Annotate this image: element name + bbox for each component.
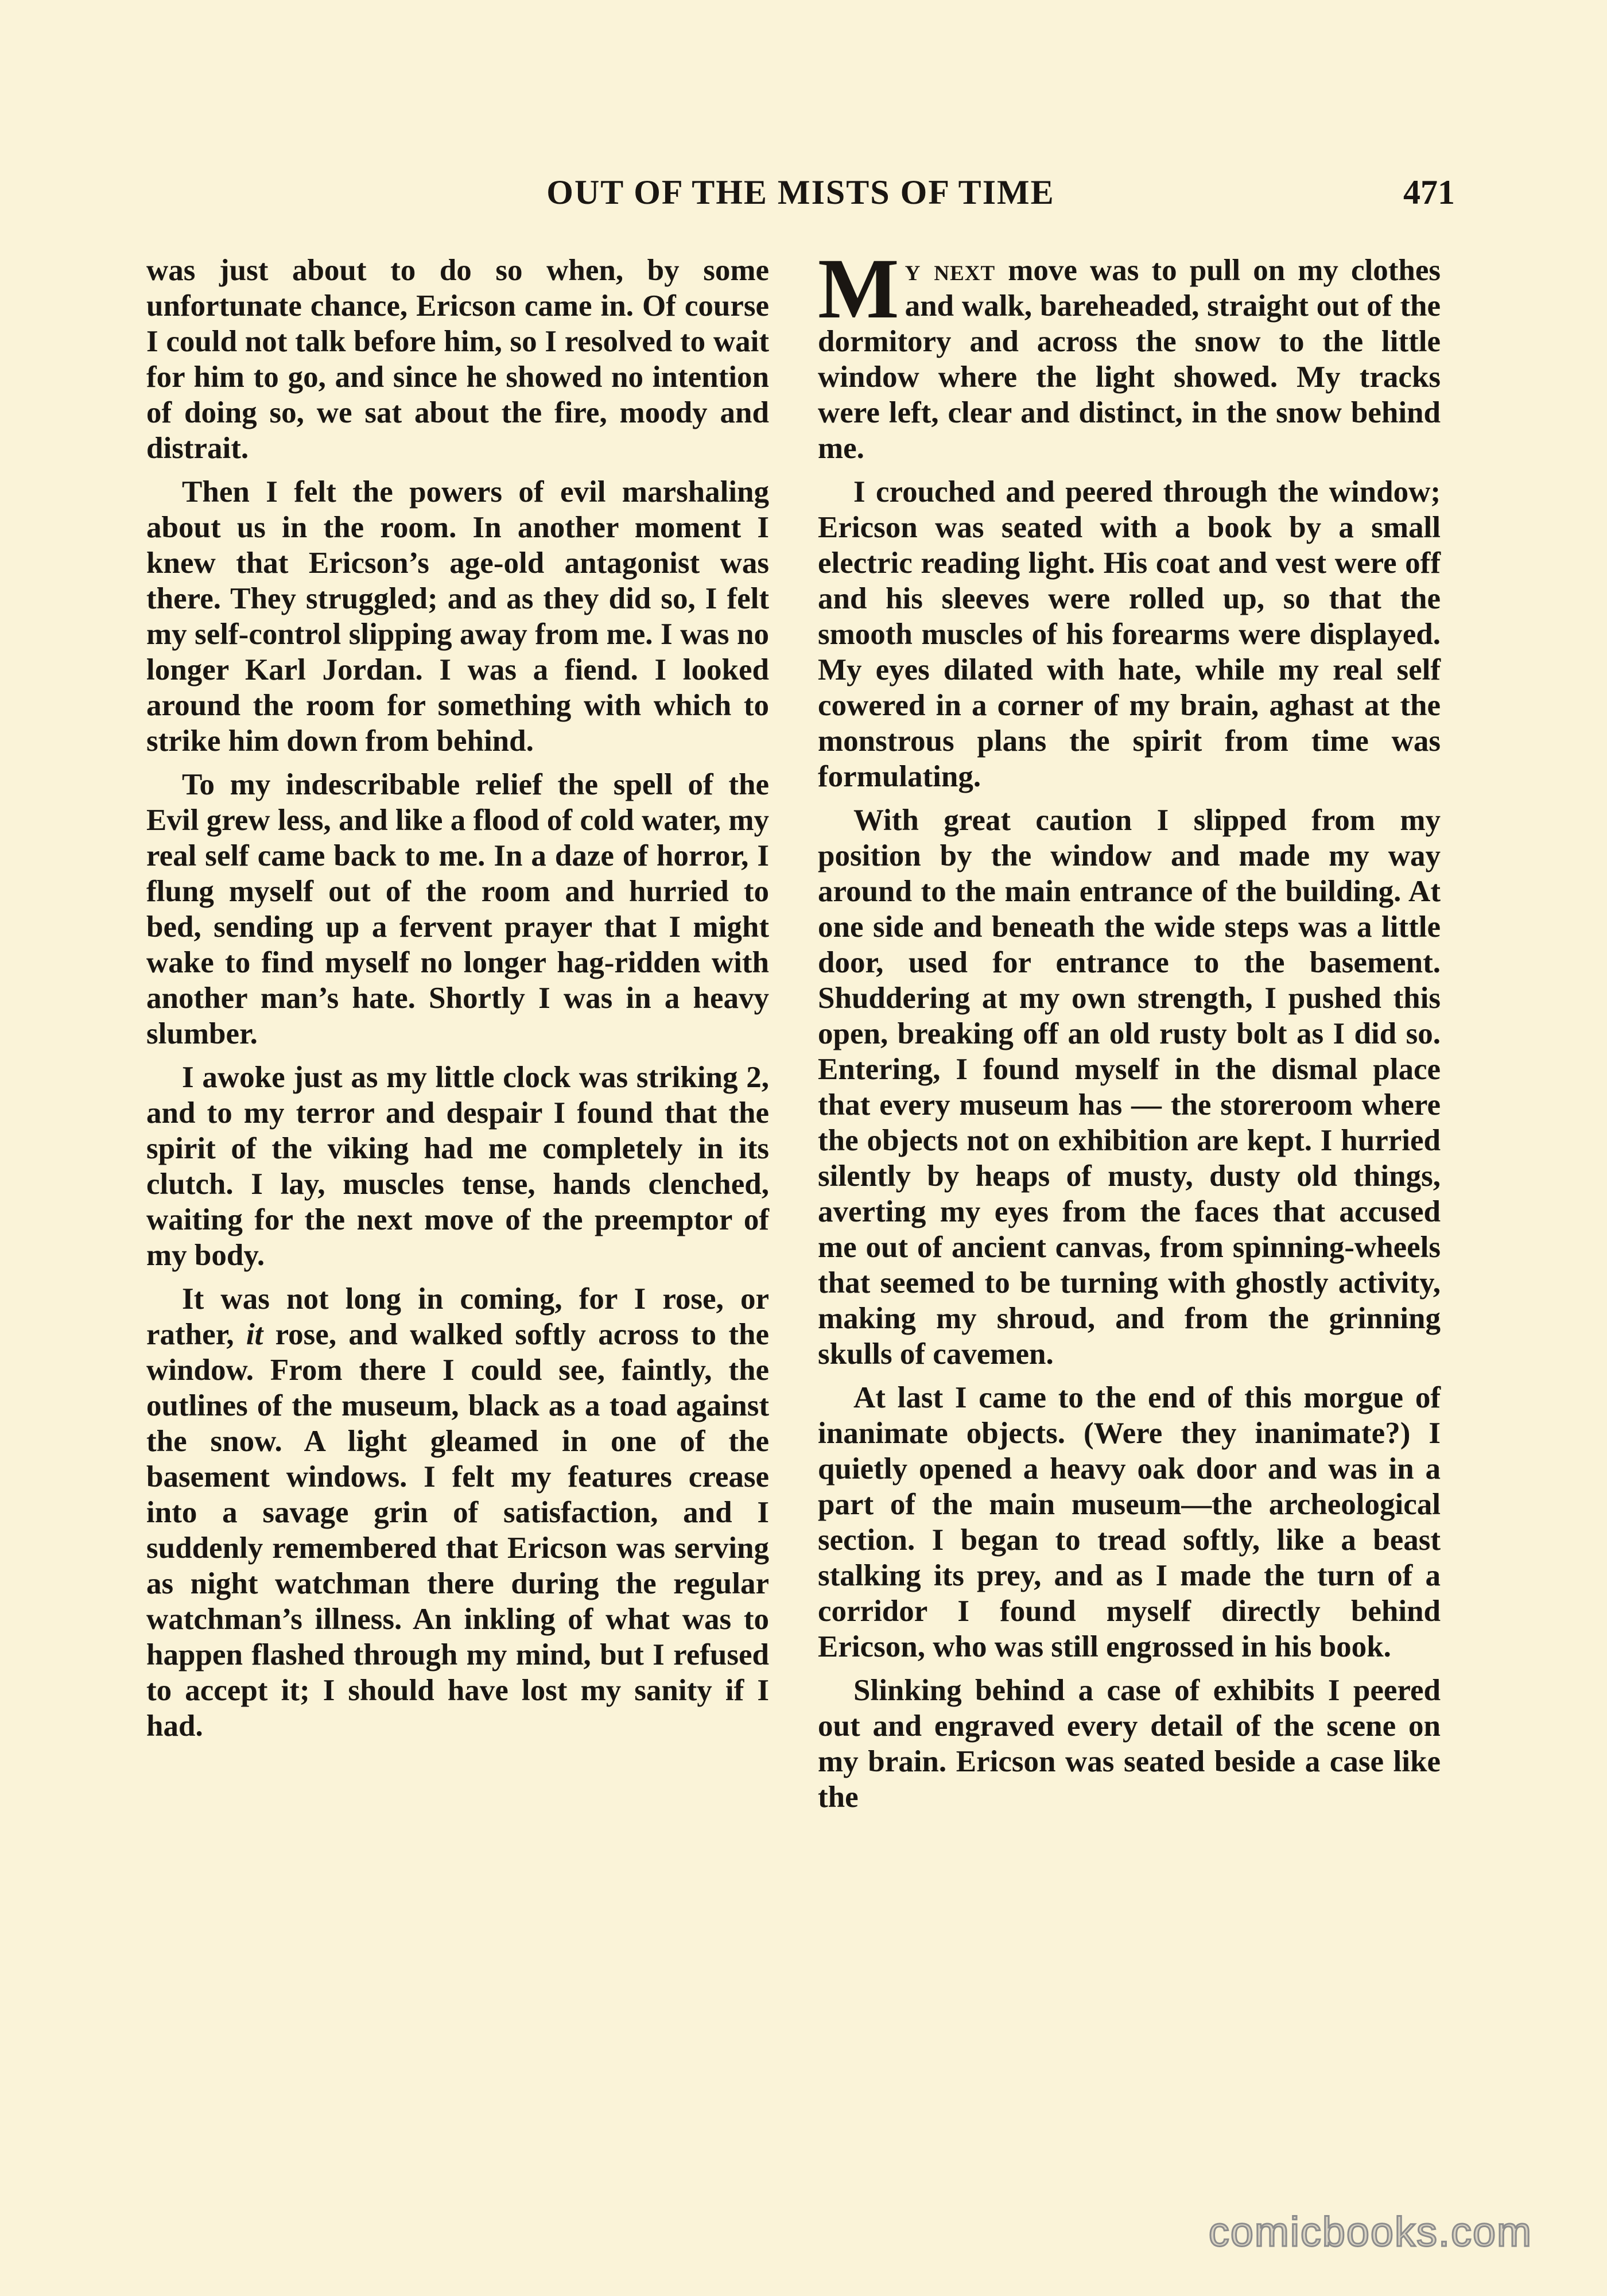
paragraph [818, 241, 1441, 466]
paragraph: was just about to do so when, by some unfortunate chance, Ericson came in. Of course I could not talk before him, so I resolved to wait for him to go, and since he showed no intention of doing so, we sat about the fire, moody and distrait. [146, 254, 769, 465]
paragraph [146, 1281, 769, 1744]
small-caps-lead: y next [905, 254, 996, 287]
paragraph-text: move was to pull on my clothes and walk, bareheaded, straight out of the dormitory and across the snow to the little window where the light showed. My tracks were left, clear and distinct, in the snow behind me. [818, 254, 1441, 465]
paragraph: To my indescribable relief the spell of the Evil grew less, and like a flood of cold water, my real self came back to me. In a daze of horror, I flung myself out of the room and hurried to bed, sending up a fervent prayer that I might wake to find myself no longer hag-ridden with another man’s hate. Shortly I was in a heavy slumber. [146, 768, 769, 1050]
paragraph: Slinking behind a case of exhibits I peered out and engraved every detail of the scene on my brain. Ericson was seated beside a case like the [818, 1674, 1441, 1814]
paragraph: I crouched and peered through the window; Ericson was seated with a book by a small electric reading light. His coat and vest were off and his sleeves were rolled up, so that the smooth muscles of his forearms were displayed. My eyes dilated with hate, while my real self cowered in a corner of my brain, aghast at the monstrous plans the spirit from time was formulating. [818, 475, 1441, 793]
paragraph-text: rose, and walked softly across to the window. From there I could see, faintly, the outlines of the museum, black as a toad against the snow. A light gleamed in one of the basement windows. I felt my features crease into a savage grin of satisfaction, and I suddenly remembered that Ericson was serving as night watchman there during the regular watchman’s illness. An inkling of what was to happen flashed through my mind, but I refused to accept it; I should have lost my sanity if I had. [146, 1318, 769, 1743]
drop-cap: M [818, 241, 899, 336]
left-column [146, 253, 769, 1752]
watermark: comicbooks.com [1208, 2209, 1532, 2255]
paragraph: With great caution I slipped from my position by the window and made my way around to the main entrance of the building. At one side and beneath the wide steps was a little door, used for entrance to the basement. Shuddering at my own strength, I pushed this open, breaking off an old rusty bolt as I did so. Entering, I found myself in the dismal place that every museum has — the storeroom where the objects not on exhibition are kept. I hurried silently by heaps of musty, dusty old things, averting my eyes from the faces that accused me out of ancient canvas, from spinning-wheels that seemed to be turning with ghostly activity, making my shroud, and from the grinning skulls of cavemen. [818, 804, 1441, 1371]
running-head [146, 169, 1455, 215]
paragraph: Then I felt the powers of evil marshaling about us in the room. In another moment I knew that Ericson’s age-old antagonist was there. They struggled; and as they did so, I felt my self-control slipping away from me. I was no longer Karl Jordan. I was a fiend. I looked around the room for something with which to strike him down from behind. [146, 475, 769, 758]
paragraph: I awoke just as my little clock was striking 2, and to my terror and despair I found that the spirit of the viking had me completely in its clutch. I lay, muscles tense, hands clenched, waiting for the next move of the preemptor of my body. [146, 1061, 769, 1272]
paragraph-text: It was not long in coming, for I rose, or rather, [146, 1282, 769, 1351]
italic-word: it [246, 1318, 263, 1351]
paragraph: At last I came to the end of this morgue of inanimate objects. (Were they inanimate?) I quietly opened a heavy oak door and was in a part of the main museum—the archeological section. I began to tread softly, like a beast stalking its prey, and as I made the turn of a corridor I found myself directly behind Ericson, who was still engrossed in his book. [818, 1381, 1441, 1663]
running-title: OUT OF THE MISTS OF TIME [546, 173, 1055, 211]
page-number: 471 [1403, 173, 1455, 211]
right-column [818, 241, 1441, 1823]
